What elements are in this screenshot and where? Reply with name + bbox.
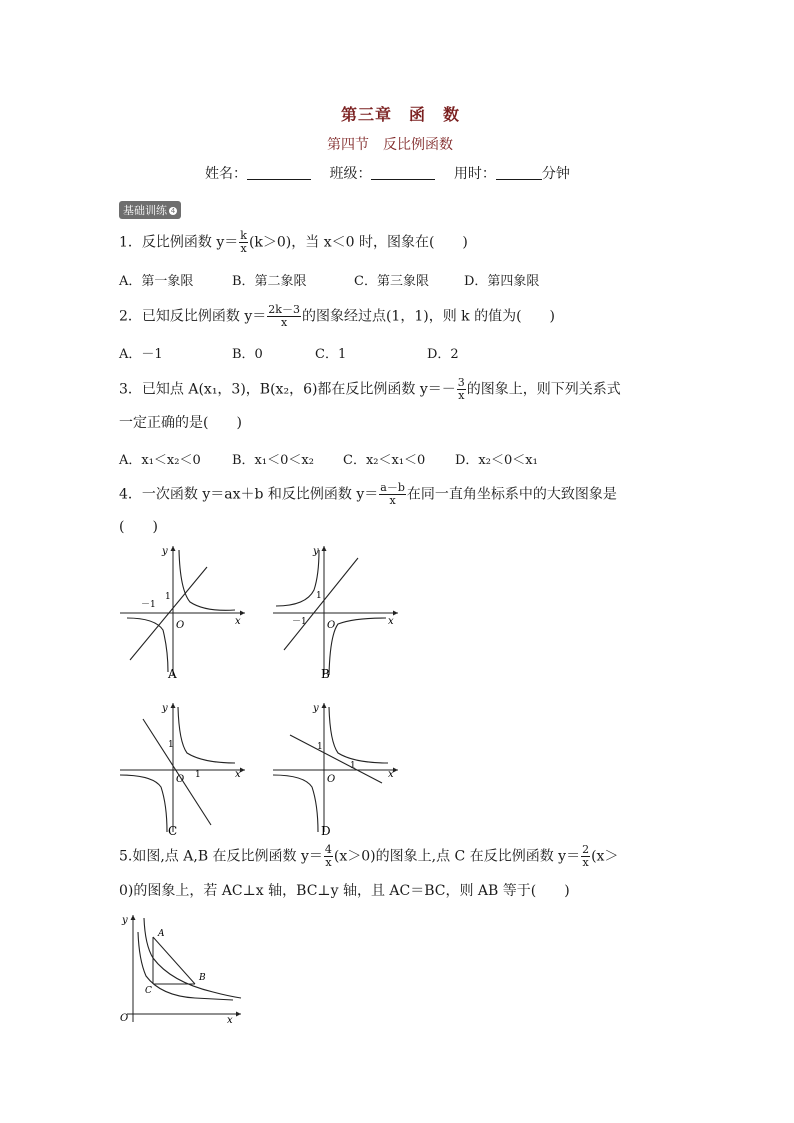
student-info-line	[205, 163, 570, 185]
tick-minus-1-label: －1	[141, 600, 156, 610]
q3-fraction	[457, 377, 466, 402]
x-label: x	[388, 769, 394, 780]
q3-option-a[interactable]: A．x₁＜x₂＜0	[119, 453, 201, 468]
q1-option-c[interactable]: C．第三象限	[354, 274, 429, 289]
y-axis-arrow-icon	[171, 703, 176, 708]
hyperbola-branch-2	[127, 618, 168, 672]
q4-line-2: ( )	[119, 519, 158, 535]
q5-denominator-2: x	[582, 856, 589, 869]
x-label: x	[388, 616, 394, 627]
q2-option-a[interactable]: A．－1	[119, 347, 163, 362]
q5-numerator-2: 2	[582, 843, 590, 856]
q1-text-post: (k＞0)，当 x＜0 时，图象在( )	[248, 234, 468, 251]
hyperbola-branch-1	[178, 707, 235, 763]
y-axis-arrow-icon	[322, 546, 327, 551]
time-unit: 分钟	[541, 166, 570, 182]
x-axis-arrow-icon	[393, 611, 398, 616]
graph-c-letter: C	[168, 824, 178, 837]
q1-text-pre: 1．反比例函数 y＝	[119, 234, 239, 251]
q3-text-pre: 3．已知点 A(x₁，3)，B(x₂，6)都在反比例函数 y＝－	[119, 381, 456, 398]
q3-denominator: x	[458, 389, 465, 402]
origin-label: O	[176, 620, 185, 631]
question-4	[119, 482, 617, 507]
name-label: 姓名：	[205, 166, 247, 182]
x-label: x	[227, 1015, 233, 1025]
graph-b[interactable]	[268, 540, 408, 680]
y-label: y	[162, 546, 168, 557]
q1-fraction	[239, 230, 248, 255]
hyperbola-branch-1	[179, 550, 235, 610]
question-3	[119, 377, 621, 402]
q4-fraction	[379, 482, 406, 507]
x-label: x	[235, 769, 241, 780]
graph-c[interactable]	[115, 697, 255, 837]
origin-label: O	[120, 1013, 129, 1024]
y-label: y	[122, 915, 128, 926]
point-c-label: C	[145, 986, 152, 996]
question-2	[119, 304, 555, 329]
x-axis-arrow-icon	[236, 1012, 241, 1017]
q4-denominator: x	[389, 494, 396, 507]
y-axis-arrow-icon	[322, 703, 327, 708]
q5-text-mid: (x＞0)的图象上,点 C 在反比例函数 y＝	[333, 848, 581, 865]
q1-option-b[interactable]: B．第二象限	[232, 274, 307, 289]
hyperbola-branch-2	[120, 775, 167, 832]
q2-denominator: x	[281, 316, 288, 329]
origin-label: O	[176, 774, 185, 785]
q5-numerator-1: 4	[324, 843, 332, 856]
q3-option-b[interactable]: B．x₁＜0＜x₂	[232, 453, 314, 468]
point-b-label: B	[199, 973, 206, 983]
y-label: y	[313, 703, 319, 714]
q2-option-c[interactable]: C．1	[315, 347, 347, 362]
origin-label: O	[327, 620, 336, 631]
question-1	[119, 230, 468, 255]
q3-numerator: 3	[457, 376, 465, 389]
q3-option-d[interactable]: D．x₂＜0＜x₁	[455, 453, 538, 468]
x-axis-arrow-icon	[393, 768, 398, 773]
q1-option-d[interactable]: D．第四象限	[464, 274, 540, 289]
hyperbola-branch-1	[276, 550, 319, 606]
y-label: y	[162, 703, 168, 714]
q2-fraction	[267, 304, 301, 329]
curve-y2x	[138, 932, 233, 1000]
hyperbola-branch-1	[329, 707, 388, 763]
x-label: x	[235, 616, 241, 627]
q5-line-2: 0)的图象上，若 AC⊥x 轴，BC⊥y 轴，且 AC＝BC，则 AB 等于( )	[119, 883, 570, 899]
q2-option-d[interactable]: D．2	[427, 347, 459, 362]
tick-1-label: 1	[317, 742, 323, 752]
x-axis-arrow-icon	[240, 768, 245, 773]
q5-denominator-1: x	[325, 856, 332, 869]
q1-option-a[interactable]: A．第一象限	[119, 274, 194, 289]
q2-text-pre: 2．已知反比例函数 y＝	[119, 308, 267, 325]
q4-text-pre: 4．一次函数 y＝ax＋b 和反比例函数 y＝	[119, 486, 379, 503]
time-blank[interactable]	[496, 165, 542, 180]
class-blank[interactable]	[371, 165, 435, 180]
section-badge	[119, 199, 181, 219]
y-label: y	[313, 546, 319, 557]
tick-1-label: 1	[165, 592, 171, 602]
q5-text-post: (x＞	[591, 848, 619, 865]
y-axis-arrow-icon	[171, 546, 176, 551]
linear-graph	[290, 735, 382, 783]
graph-d[interactable]	[268, 697, 408, 837]
badge-number: 4	[170, 207, 176, 215]
tick-1-label: 1	[168, 740, 174, 750]
tick-x-1-label: 1	[195, 770, 201, 780]
graph-d-letter: D	[321, 824, 331, 837]
graph-a-letter: A	[168, 667, 177, 680]
q1-numerator: k	[240, 229, 247, 242]
graph-b-letter: B	[321, 667, 330, 680]
name-blank[interactable]	[247, 165, 311, 180]
q4-numerator: a－b	[380, 481, 405, 494]
q1-denominator: x	[240, 242, 247, 255]
badge-label: 基础训练	[123, 204, 167, 217]
q2-option-b[interactable]: B．0	[232, 347, 263, 362]
tick-1-label: 1	[316, 591, 322, 601]
q3-option-c[interactable]: C．x₂＜x₁＜0	[343, 453, 426, 468]
hyperbola-branch-2	[329, 618, 386, 675]
q5-figure[interactable]	[113, 910, 253, 1025]
y-axis-arrow-icon	[131, 915, 136, 920]
origin-label: O	[327, 774, 336, 785]
time-label: 用时：	[453, 166, 496, 182]
hyperbola-branch-2	[273, 775, 318, 832]
class-label: 班级：	[329, 166, 372, 182]
question-5	[119, 844, 618, 869]
tick-minus-1-label: －1	[292, 617, 307, 627]
linear-graph	[143, 719, 211, 825]
graph-a[interactable]	[115, 540, 255, 680]
q4-text-post: 在同一直角坐标系中的大致图象是	[406, 486, 617, 503]
section-title: 第四节 反比例函数	[327, 137, 453, 153]
tick-x-1-label: 1	[350, 761, 356, 771]
q2-numerator: 2k－3	[268, 303, 300, 316]
chapter-title: 第三章 函 数	[341, 105, 461, 124]
q5-text-pre: 5.如图,点 A,B 在反比例函数 y＝	[119, 848, 323, 865]
point-a-label: A	[158, 929, 165, 939]
q3-text-post: 的图象上，则下列关系式	[466, 381, 621, 398]
q5-fraction-1	[324, 844, 333, 869]
q2-text-post: 的图象经过点(1，1)，则 k 的值为( )	[301, 308, 555, 325]
x-axis-arrow-icon	[240, 611, 245, 616]
q3-line-2: 一定正确的是( )	[119, 415, 242, 431]
q5-fraction-2	[581, 844, 590, 869]
